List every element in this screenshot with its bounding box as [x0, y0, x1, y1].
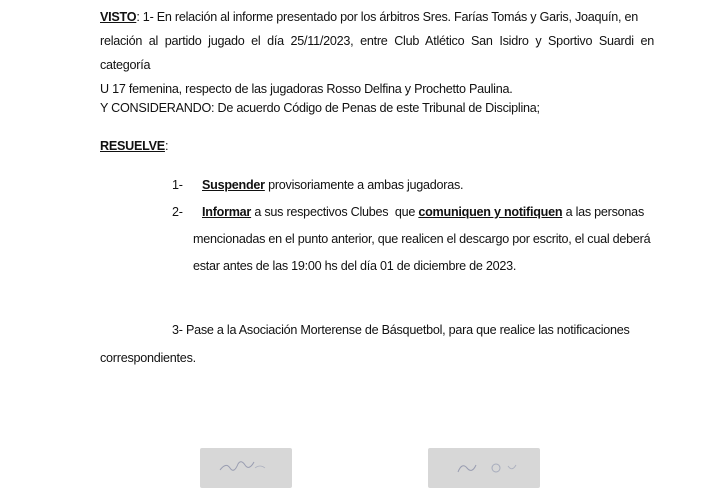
- signature-left: [200, 448, 292, 488]
- item-2-line-3: estar antes de las 19:00 hs del día 01 de diciembre de 2023.: [193, 259, 517, 273]
- item-3-paragraph: [100, 316, 654, 372]
- item-1-keyword: Suspender: [202, 178, 265, 192]
- signature-right: [428, 448, 540, 488]
- item-2-keyword-2: comuniquen y notifiquen: [418, 205, 563, 219]
- visto-label: VISTO: [100, 10, 137, 24]
- visto-line-3: U 17 femenina, respecto de las jugadoras Rosso Delfina y Prochetto Paulina.: [100, 82, 513, 96]
- resuelve-heading: [100, 134, 654, 158]
- visto-line-2: relación al partido jugado el día 25/11/2023, entre Club Atlético San Isidro y Sportivo Suardi en categoría: [100, 34, 654, 72]
- resuelve-suffix: :: [164, 139, 169, 153]
- item-2-keyword: Informar: [202, 205, 252, 219]
- resolution-item-2: [172, 198, 654, 226]
- visto-text-1: : 1- En relación al informe presentado por los árbitros Sres. Farías Tomás y Garis, Joaquín, en: [136, 10, 639, 24]
- item-1-text: provisoriamente a ambas jugadoras.: [264, 178, 464, 192]
- resuelve-label: RESUELVE: [100, 139, 165, 153]
- considerando-paragraph: Y CONSIDERANDO: De acuerdo Código de Penas de este Tribunal de Disciplina;: [100, 101, 540, 115]
- signature-right-scribble: [428, 448, 540, 488]
- item-2-text-b: a las personas: [562, 205, 644, 219]
- item-2-line-1: [202, 198, 654, 226]
- item-3-line-1: 3- Pase a la Asociación Morterense de Básquetbol, para que realice las notificaciones: [172, 323, 630, 337]
- item-2-number: 2-: [172, 205, 183, 219]
- visto-line-1: [100, 5, 654, 29]
- item-2-line-2: mencionadas en el punto anterior, que realicen el descargo por escrito, el cual deberá: [193, 232, 651, 246]
- item-1-number: 1-: [172, 178, 183, 192]
- visto-paragraph: [100, 5, 654, 101]
- item-2-text-a: a sus respectivos Clubes que: [251, 205, 419, 219]
- resolution-item-1: [172, 171, 654, 199]
- signature-left-scribble: [200, 448, 292, 488]
- item-3-line-2: correspondientes.: [100, 351, 196, 365]
